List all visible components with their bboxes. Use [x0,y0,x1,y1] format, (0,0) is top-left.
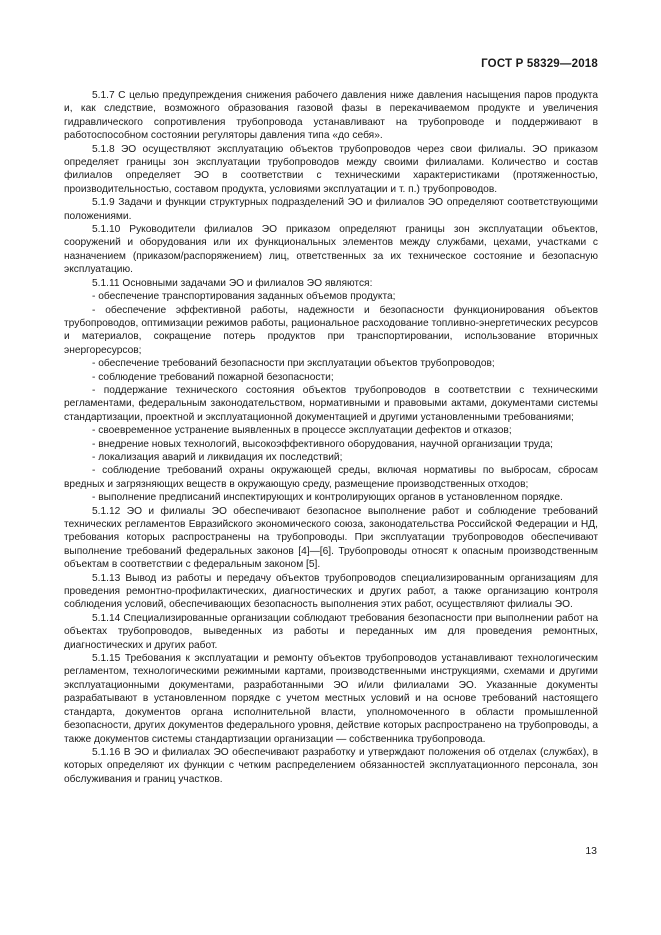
paragraph-5-1-11: 5.1.11 Основными задачами ЭО и филиалов ЭО являются: [92,277,373,289]
paragraph-5-1-15: 5.1.15 Требования к эксплуатации и ремонту объектов трубопроводов устанавливают технологическим регламентом, технологическими режимными картами, производственными инструкциями, схемами и другими эксплуатационными документами, разработанными ЭО и/или филиалами ЭО. Указанные документы разрабатывают в установленном порядке с учетом местных условий и на основе требований настоящего стандарта, документов органа исполнительной власти, уполномоченного в области промышленной безопасности, других документов федерального уровня, действие которых распространено на трубопроводы, а также документов системы стандартизации организации — собственника трубопровода. [64,653,598,745]
paragraph-5-1-16: 5.1.16 В ЭО и филиалах ЭО обеспечивают разработку и утверждают положения об отделах (службах), в которых определяют их функции с четким распределением обязанностей эксплуатационного персонала, зон обслуживания и границ участков. [64,746,598,785]
list-item: - внедрение новых технологий, высокоэффективного оборудования, научной организации труда; [92,438,554,450]
paragraph-5-1-9: 5.1.9 Задачи и функции структурных подразделений ЭО и филиалов ЭО определяют соответствующими положениями. [64,197,598,222]
list-item: - соблюдение требований пожарной безопасности; [92,371,334,383]
paragraph-5-1-10: 5.1.10 Руководители филиалов ЭО приказом определяют границы зон эксплуатации объектов, сооружений и оборудования или их функциональных элементов между службами, цехами, участками с назначением (приказом/распоряжением) лиц, ответственных за их техническое состояние и безопасную эксплуатацию. [64,224,598,276]
list-item: - обеспечение эффективной работы, надежности и безопасности функционирования объектов трубопроводов, оптимизации режимов работы, рациональное расходование топливно-энергетических ресурсов и материалов, сокращение потерь продуктов при транспортировании, использование вторичных энергоресурсов; [64,304,598,356]
paragraph-5-1-13: 5.1.13 Вывод из работы и передачу объектов трубопроводов специализированным организациям для проведения ремонтно-профилактических, диагностических и других работ, а также организацию контроля соблюдения условий, обеспечивающих безопасность выполнения этих работ, осуществляют филиалы ЭО. [64,572,598,611]
list-item: - обеспечение транспортирования заданных объемов продукта; [92,291,396,303]
paragraph-5-1-7: 5.1.7 С целью предупреждения снижения рабочего давления ниже давления насыщения паров продукта и, как следствие, возможного образования газовой фазы в перекачиваемом продукте и увеличения гидравлического сопротивления трубопровода устанавливают на трубопроводе и поддерживают в работоспособном состоянии регуляторы давления типа «до себя». [64,90,598,142]
list-item: - своевременное устранение выявленных в процессе эксплуатации дефектов и отказов; [92,425,512,437]
list-item: - локализация аварий и ликвидация их последствий; [92,451,343,463]
standard-designation: ГОСТ Р 58329—2018 [481,58,598,70]
paragraph-5-1-12: 5.1.12 ЭО и филиалы ЭО обеспечивают безопасное выполнение работ и соблюдение требований технических регламентов Евразийского экономического союза, законодательства Российской Федерации и НД, требования которых распространены на трубопроводы. При эксплуатации трубопроводов обеспечивают выполнение требований федеральных законов [4]—[6]. Трубопроводы относят к опасным производственным объектам в соответствии с федеральным законом [5]. [64,505,598,571]
paragraph-5-1-8: 5.1.8 ЭО осуществляют эксплуатацию объектов трубопроводов через свои филиалы. ЭО приказом определяет границы зон эксплуатации трубопроводов между своими филиалами. Количество и состав филиалов определяет ЭО в соответствии с техническими характеристиками (протяженностью, производительностью, составом продукта, условиями эксплуатации и т. п.) трубопроводов. [64,143,598,195]
document-body [64,89,598,786]
list-item: - поддержание технического состояния объектов трубопроводов в соответствии с техническими регламентами, федеральным законодательством, нормативными и правовыми актами, документами системы стандартизации, проектной и эксплуатационной документацией и другими установленными требованиями; [64,384,598,423]
list-item: - выполнение предписаний инспектирующих и контролирующих органов в установленном порядке. [92,492,563,504]
page-number: 13 [585,845,597,857]
list-item: - обеспечение требований безопасности при эксплуатации объектов трубопроводов; [92,358,495,370]
list-item: - соблюдение требований охраны окружающей среды, включая нормативы по выбросам, сбросам вредных и загрязняющих веществ в окружающую среду, размещение производственных отходов; [64,465,598,490]
paragraph-5-1-14: 5.1.14 Специализированные организации соблюдают требования безопасности при выполнении работ на объектах трубопроводов, выведенных из работы и переданных им для проведения ремонтных, диагностических и других работ. [64,612,598,651]
